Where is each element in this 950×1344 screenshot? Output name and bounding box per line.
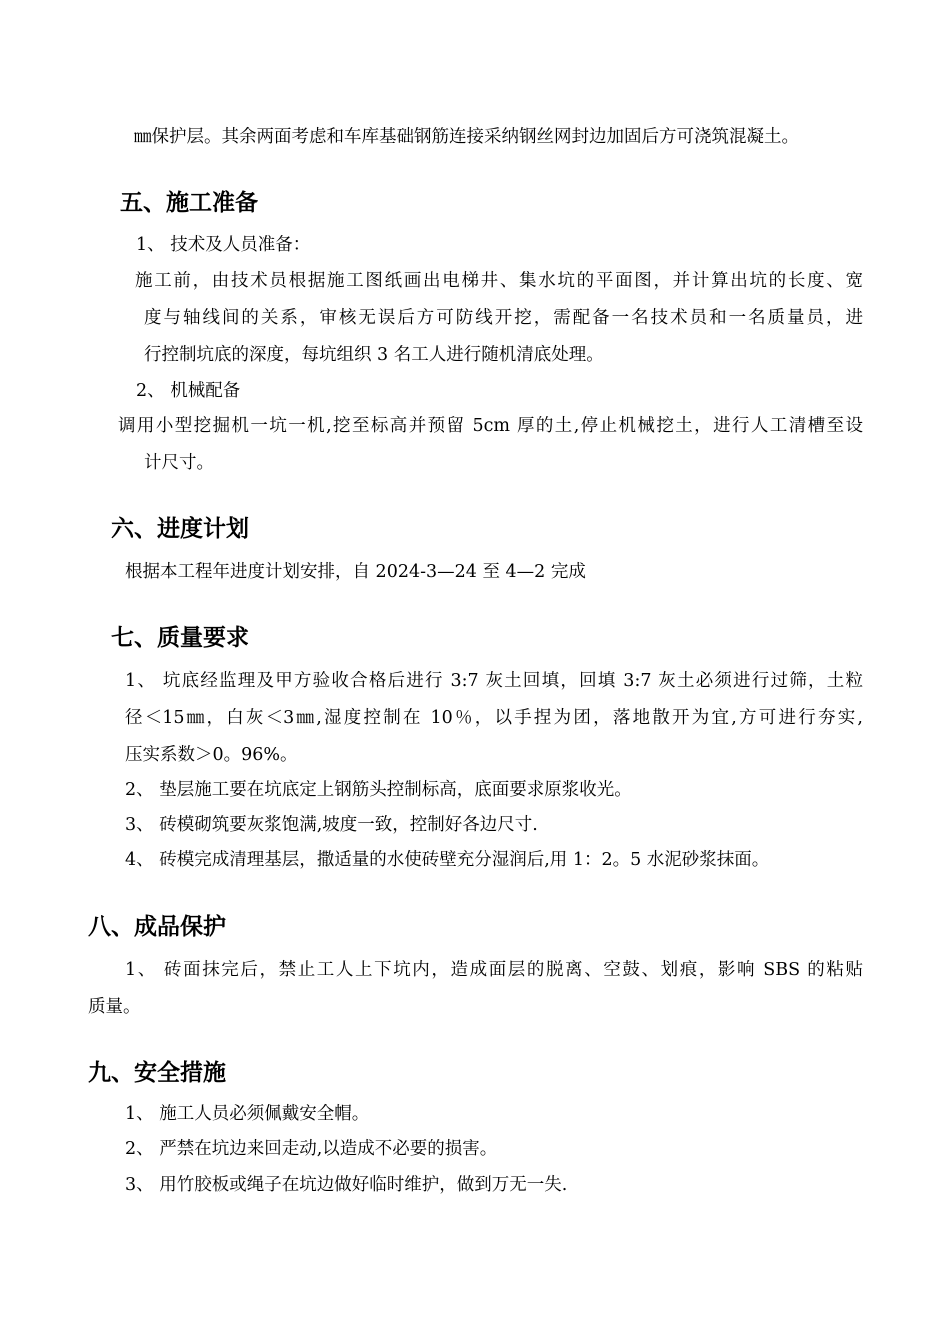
section-7-heading: 七、质量要求 xyxy=(111,625,249,651)
s9-item3: 3、 用竹胶板或绳子在坑边做好临时维护，做到万无一失. xyxy=(125,1175,568,1195)
s5-item1-line1: 施工前，由技术员根据施工图纸画出电梯井、集水坑的平面图，并计算出坑的长度、宽 xyxy=(135,271,863,291)
s7-item1-line3: 压实系数＞0。96%。 xyxy=(125,745,298,765)
intro-line: ㎜保护层。其余两面考虑和车库基础钢筋连接采纳钢丝网封边加固后方可浇筑混凝土。 xyxy=(134,127,799,147)
s6-line: 根据本工程年进度计划安排，自 2024-3—24 至 4—2 完成 xyxy=(125,562,586,582)
s8-item1-line1: 1、 砖面抹完后，禁止工人上下坑内，造成面层的脱离、空鼓、划痕，影响 SBS 的粘贴 xyxy=(125,960,863,980)
s5-item2-title: 2、 机械配备 xyxy=(136,381,241,401)
s5-item1-line3: 行控制坑底的深度，每坑组织 3 名工人进行随机清底处理。 xyxy=(144,345,604,365)
section-5-heading: 五、施工准备 xyxy=(120,190,258,216)
s9-item1: 1、 施工人员必须佩戴安全帽。 xyxy=(125,1104,370,1124)
s7-item1-line1: 1、 坑底经监理及甲方验收合格后进行 3:7 灰土回填，回填 3:7 灰土必须进行过筛，土粒 xyxy=(125,671,863,691)
s5-item1-line2: 度与轴线间的关系，审核无误后方可防线开挖，需配备一名技术员和一名质量员，进 xyxy=(144,308,863,328)
s8-item1-line2: 质量。 xyxy=(88,997,141,1017)
s7-item4: 4、 砖模完成清理基层，撒适量的水使砖壁充分湿润后,用 1：2。5 水泥砂浆抹面。 xyxy=(125,850,770,870)
s5-item2-line2: 计尺寸。 xyxy=(144,453,214,473)
s5-item2-line1: 调用小型挖掘机一坑一机,挖至标高并预留 5cm 厚的土,停止机械挖土，进行人工清槽至设 xyxy=(118,416,863,436)
section-6-heading: 六、进度计划 xyxy=(111,516,249,542)
s5-item1-title: 1、 技术及人员准备： xyxy=(136,235,311,255)
s7-item1-line2: 径＜15㎜，白灰＜3㎜,湿度控制在 10％，以手捏为团，落地散开为宜,方可进行夯实, xyxy=(125,708,863,728)
s9-item2: 2、 严禁在坑边来回走动,以造成不必要的损害。 xyxy=(125,1139,498,1159)
section-8-heading: 八、成品保护 xyxy=(88,914,226,940)
section-9-heading: 九、安全措施 xyxy=(88,1060,226,1086)
s7-item3: 3、 砖模砌筑要灰浆饱满,坡度一致，控制好各边尺寸. xyxy=(125,815,538,835)
s7-item2: 2、 垫层施工要在坑底定上钢筋头控制标高，底面要求原浆收光。 xyxy=(125,780,632,800)
